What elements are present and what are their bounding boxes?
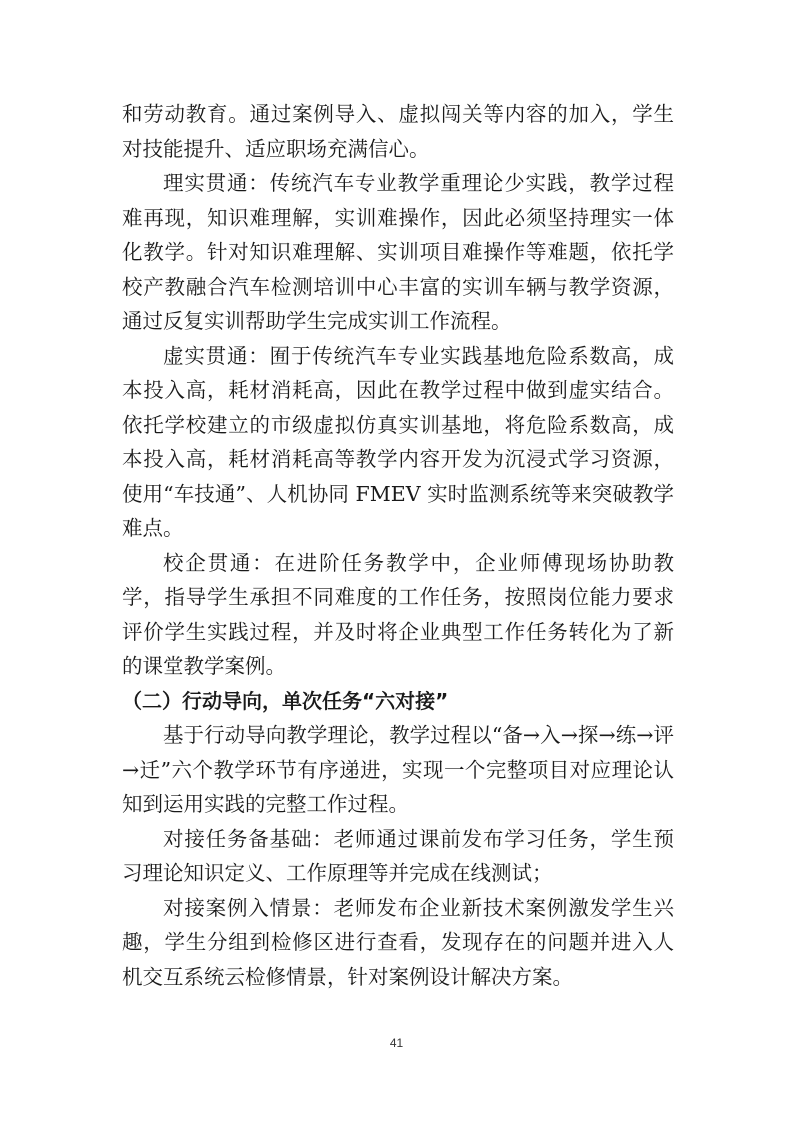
paragraph-school-enterprise: 校企贯通：在进阶任务教学中，企业师傅现场协助教学，指导学生承担不同难度的工作任务，按照岗位能力要求评价学生实践过程，并及时将企业典型工作任务转化为了新的课堂教学案例。: [122, 550, 674, 678]
paragraph-continuation: 和劳动教育。通过案例导入、虚拟闯关等内容的加入，学生对技能提升、适应职场充满信心。: [122, 102, 674, 161]
document-body: [122, 97, 674, 994]
paragraph-case-scenario: 对接案例入情景：老师发布企业新技术案例激发学生兴趣，学生分组到检修区进行查看，发现存在的问题并进入人机交互系统云检修情景，针对案例设计解决方案。: [122, 895, 674, 989]
paragraph-action-oriented: 基于行动导向教学理论，教学过程以“备→入→探→练→评→迁”六个教学环节有序递进，实现一个完整项目对应理论认知到运用实践的完整工作过程。: [122, 723, 674, 816]
paragraph-theory-practice: 理实贯通：传统汽车专业教学重理论少实践，教学过程难再现，知识难理解，实训难操作，因此必须坚持理实一体化教学。针对知识难理解、实训项目难操作等难题，依托学校产教融合汽车检测培训中心丰富的实训车辆与教学资源，通过反复实训帮助学生完成实训工作流程。: [122, 171, 674, 333]
section-heading: （二）行动导向，单次任务“六对接”: [122, 688, 449, 713]
paragraph-virtual-real: 虚实贯通：囿于传统汽车专业实践基地危险系数高，成本投入高，耗材消耗高，因此在教学过程中做到虚实结合。依托学校建立的市级虚拟仿真实训基地，将危险系数高，成本投入高，耗材消耗高等教学内容开发为沉浸式学习资源，使用“车技通”、人机协同 FMEV 实时监测系统等来突破教学难点。: [122, 343, 674, 540]
paragraph-task-prep: 对接任务备基础：老师通过课前发布学习任务，学生预习理论知识定义、工作原理等并完成在线测试；: [122, 826, 674, 885]
page-number: 41: [389, 1036, 404, 1050]
